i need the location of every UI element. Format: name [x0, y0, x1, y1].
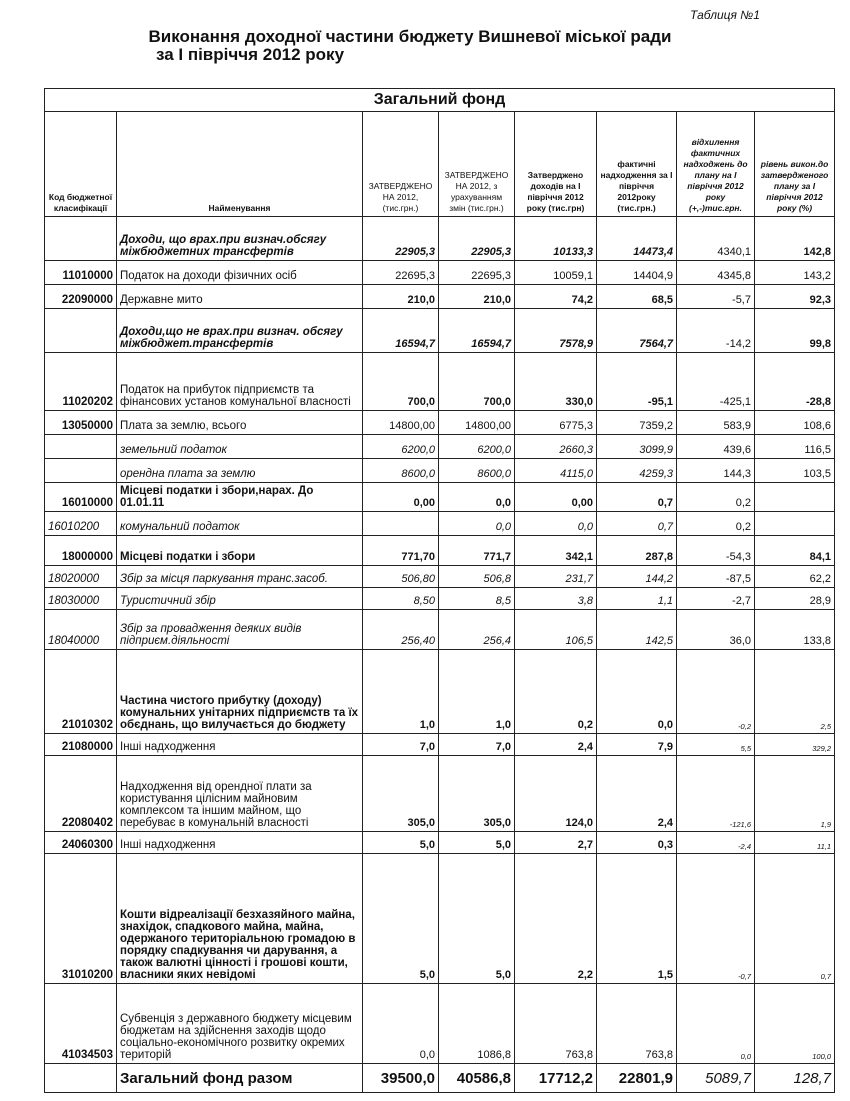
- approved-value: 22695,3: [363, 261, 439, 285]
- item-name-cell: Збір за провадження деяких видів підприєм.діяльності: [117, 610, 363, 650]
- actual-value: 14404,9: [597, 261, 677, 285]
- deviation-value: -87,5: [677, 566, 755, 588]
- deviation-value: -0,2: [677, 650, 755, 734]
- approved-half-value: 124,0: [515, 756, 597, 832]
- deviation-value: 0,2: [677, 483, 755, 512]
- table-row: [45, 650, 835, 734]
- actual-value: 3099,9: [597, 435, 677, 459]
- approved-half-value: 0,2: [515, 650, 597, 734]
- actual-value: 763,8: [597, 984, 677, 1064]
- table-number: Таблиця №1: [690, 8, 760, 22]
- level-value: 329,2: [755, 734, 835, 756]
- approved-value: 771,70: [363, 536, 439, 566]
- approved-half-value: 6775,3: [515, 411, 597, 435]
- total-row: [45, 1064, 835, 1093]
- approved-changes-value: 5,0: [439, 832, 515, 854]
- total-value: 40586,8: [439, 1064, 515, 1093]
- approved-value: 16594,7: [363, 309, 439, 353]
- item-name-cell: комунальний податок: [117, 512, 363, 536]
- budget-code-cell: 41034503: [45, 984, 117, 1064]
- approved-value: 256,40: [363, 610, 439, 650]
- budget-code-cell: 18030000: [45, 588, 117, 610]
- approved-half-value: 2,7: [515, 832, 597, 854]
- approved-value: 506,80: [363, 566, 439, 588]
- item-name-cell: Субвенція з державного бюджету місцевим бюджетам на здійснення заходів щодо соціально-економічного розвитку окремих територій: [117, 984, 363, 1064]
- actual-value: 68,5: [597, 285, 677, 309]
- item-name-cell: Збір за місця паркування транс.засоб.: [117, 566, 363, 588]
- table-row: [45, 261, 835, 285]
- table-row: [45, 411, 835, 435]
- approved-half-value: 330,0: [515, 353, 597, 411]
- budget-code-cell: 22080402: [45, 756, 117, 832]
- table-row: [45, 435, 835, 459]
- level-value: [755, 512, 835, 536]
- fund-header-row: [45, 89, 835, 112]
- level-value: [755, 483, 835, 512]
- level-value: 0,7: [755, 854, 835, 984]
- level-value: 116,5: [755, 435, 835, 459]
- item-name-cell: Державне мито: [117, 285, 363, 309]
- approved-value: 0,00: [363, 483, 439, 512]
- approved-half-value: 3,8: [515, 588, 597, 610]
- item-name-cell: Надходження від орендної плати за користування цілісним майновим комплексом та іншим майном, що перебуває в комунальній власності: [117, 756, 363, 832]
- budget-code-cell: 18000000: [45, 536, 117, 566]
- table-row: [45, 734, 835, 756]
- approved-half-value: 4115,0: [515, 459, 597, 483]
- deviation-value: 4340,1: [677, 217, 755, 261]
- budget-code-cell: 13050000: [45, 411, 117, 435]
- approved-half-value: 10133,3: [515, 217, 597, 261]
- total-code-cell: [45, 1064, 117, 1093]
- actual-value: 1,1: [597, 588, 677, 610]
- budget-code-cell: 11010000: [45, 261, 117, 285]
- approved-changes-value: 7,0: [439, 734, 515, 756]
- table-row: [45, 285, 835, 309]
- budget-code-cell: [45, 435, 117, 459]
- table-row: [45, 756, 835, 832]
- approved-changes-value: 1086,8: [439, 984, 515, 1064]
- actual-value: 2,4: [597, 756, 677, 832]
- approved-changes-value: 1,0: [439, 650, 515, 734]
- actual-value: 142,5: [597, 610, 677, 650]
- approved-value: 14800,00: [363, 411, 439, 435]
- level-value: 1,9: [755, 756, 835, 832]
- approved-value: [363, 512, 439, 536]
- approved-value: 8,50: [363, 588, 439, 610]
- col-header-name: Найменування: [117, 112, 363, 217]
- item-name-cell: Податок на доходи фізичних осіб: [117, 261, 363, 285]
- approved-changes-value: 506,8: [439, 566, 515, 588]
- actual-value: 14473,4: [597, 217, 677, 261]
- budget-code-cell: 18020000: [45, 566, 117, 588]
- budget-code-cell: 22090000: [45, 285, 117, 309]
- table-row: [45, 854, 835, 984]
- col-header-approved: ЗАТВЕРДЖЕНО НА 2012, (тис.грн.): [363, 112, 439, 217]
- approved-value: 5,0: [363, 832, 439, 854]
- approved-half-value: 2,2: [515, 854, 597, 984]
- approved-half-value: 74,2: [515, 285, 597, 309]
- col-header-approved-half: Затверджено доходів на І півріччя 2012 року (тис.грн): [515, 112, 597, 217]
- table-row: [45, 610, 835, 650]
- deviation-value: 583,9: [677, 411, 755, 435]
- approved-half-value: 106,5: [515, 610, 597, 650]
- approved-changes-value: 305,0: [439, 756, 515, 832]
- total-value: 22801,9: [597, 1064, 677, 1093]
- deviation-value: 0,2: [677, 512, 755, 536]
- approved-value: 0,0: [363, 984, 439, 1064]
- deviation-value: 4345,8: [677, 261, 755, 285]
- approved-changes-value: 8600,0: [439, 459, 515, 483]
- approved-half-value: 231,7: [515, 566, 597, 588]
- budget-code-cell: 11020202: [45, 353, 117, 411]
- approved-changes-value: 22695,3: [439, 261, 515, 285]
- total-value: 5089,7: [677, 1064, 755, 1093]
- approved-value: 210,0: [363, 285, 439, 309]
- table-row: [45, 217, 835, 261]
- column-header-row: [45, 112, 835, 217]
- level-value: 84,1: [755, 536, 835, 566]
- table-row: [45, 459, 835, 483]
- approved-half-value: 763,8: [515, 984, 597, 1064]
- actual-value: 0,3: [597, 832, 677, 854]
- budget-code-cell: 21080000: [45, 734, 117, 756]
- approved-changes-value: 5,0: [439, 854, 515, 984]
- total-value: 17712,2: [515, 1064, 597, 1093]
- deviation-value: -14,2: [677, 309, 755, 353]
- actual-value: -95,1: [597, 353, 677, 411]
- approved-half-value: 0,00: [515, 483, 597, 512]
- table-row: [45, 588, 835, 610]
- deviation-value: 144,3: [677, 459, 755, 483]
- table-row: [45, 984, 835, 1064]
- item-name-cell: Плата за землю, всього: [117, 411, 363, 435]
- deviation-value: 439,6: [677, 435, 755, 459]
- approved-changes-value: 210,0: [439, 285, 515, 309]
- table-row: [45, 309, 835, 353]
- level-value: 92,3: [755, 285, 835, 309]
- actual-value: 0,7: [597, 512, 677, 536]
- level-value: 62,2: [755, 566, 835, 588]
- actual-value: 0,0: [597, 650, 677, 734]
- deviation-value: 0,0: [677, 984, 755, 1064]
- deviation-value: -425,1: [677, 353, 755, 411]
- col-header-code: Код бюджетної класифікації: [45, 112, 117, 217]
- approved-value: 305,0: [363, 756, 439, 832]
- col-header-level: рівень викон.до затвердженого плану за І півріччя 2012 року (%): [755, 112, 835, 217]
- budget-code-cell: 16010200: [45, 512, 117, 536]
- item-name-cell: Інші надходження: [117, 734, 363, 756]
- budget-code-cell: 31010200: [45, 854, 117, 984]
- level-value: 142,8: [755, 217, 835, 261]
- actual-value: 7,9: [597, 734, 677, 756]
- budget-code-cell: 18040000: [45, 610, 117, 650]
- table-row: [45, 483, 835, 512]
- approved-half-value: 342,1: [515, 536, 597, 566]
- budget-code-cell: 21010302: [45, 650, 117, 734]
- item-name-cell: Доходи, що врах.при визнач.обсягу міжбюджетних трансфертів: [117, 217, 363, 261]
- approved-changes-value: 14800,00: [439, 411, 515, 435]
- page-title: Виконання доходної частини бюджету Вишневої міської ради: [148, 27, 672, 46]
- actual-value: 4259,3: [597, 459, 677, 483]
- approved-value: 700,0: [363, 353, 439, 411]
- approved-value: 7,0: [363, 734, 439, 756]
- approved-changes-value: 771,7: [439, 536, 515, 566]
- level-value: 100,0: [755, 984, 835, 1064]
- item-name-cell: Частина чистого прибутку (доходу) комунальних унітарних підприємств та їх обєднань, що вилучається до бюджету: [117, 650, 363, 734]
- budget-code-cell: 16010000: [45, 483, 117, 512]
- table-row: [45, 353, 835, 411]
- approved-changes-value: 0,0: [439, 512, 515, 536]
- approved-changes-value: 700,0: [439, 353, 515, 411]
- table-row: [45, 566, 835, 588]
- actual-value: 7359,2: [597, 411, 677, 435]
- level-value: 11,1: [755, 832, 835, 854]
- item-name-cell: Інші надходження: [117, 832, 363, 854]
- col-header-actual: фактичні надходження за І півріччя 2012року (тис.грн.): [597, 112, 677, 217]
- deviation-value: -121,6: [677, 756, 755, 832]
- budget-table: [44, 88, 835, 1093]
- approved-half-value: 0,0: [515, 512, 597, 536]
- total-value: 39500,0: [363, 1064, 439, 1093]
- item-name-cell: орендна плата за землю: [117, 459, 363, 483]
- item-name-cell: Кошти відреалізації безхазяйного майна, знахідок, спадкового майна, майна, одержаного територіальною громадою в порядку спадкування чи дарування, а також валютні цінності і грошові кошти, власники яких невідомі: [117, 854, 363, 984]
- approved-value: 1,0: [363, 650, 439, 734]
- actual-value: 144,2: [597, 566, 677, 588]
- budget-code-cell: [45, 309, 117, 353]
- approved-value: 8600,0: [363, 459, 439, 483]
- item-name-cell: Місцеві податки і збори,нарах. До 01.01.11: [117, 483, 363, 512]
- level-value: 108,6: [755, 411, 835, 435]
- total-value: 128,7: [755, 1064, 835, 1093]
- deviation-value: -2,7: [677, 588, 755, 610]
- budget-code-cell: [45, 459, 117, 483]
- level-value: 103,5: [755, 459, 835, 483]
- level-value: 28,9: [755, 588, 835, 610]
- fund-header: Загальний фонд: [45, 89, 835, 112]
- item-name-cell: земельний податок: [117, 435, 363, 459]
- col-header-approved-changes: ЗАТВЕРДЖЕНО НА 2012, з урахуванням змін (тис.грн.): [439, 112, 515, 217]
- deviation-value: -0,7: [677, 854, 755, 984]
- actual-value: 1,5: [597, 854, 677, 984]
- approved-half-value: 2,4: [515, 734, 597, 756]
- item-name-cell: Місцеві податки і збори: [117, 536, 363, 566]
- level-value: 99,8: [755, 309, 835, 353]
- budget-code-cell: [45, 217, 117, 261]
- approved-changes-value: 8,5: [439, 588, 515, 610]
- approved-changes-value: 0,0: [439, 483, 515, 512]
- deviation-value: 36,0: [677, 610, 755, 650]
- level-value: 133,8: [755, 610, 835, 650]
- item-name-cell: Туристичний збір: [117, 588, 363, 610]
- table-row: [45, 512, 835, 536]
- table-row: [45, 536, 835, 566]
- approved-changes-value: 6200,0: [439, 435, 515, 459]
- deviation-value: 5,5: [677, 734, 755, 756]
- level-value: 143,2: [755, 261, 835, 285]
- approved-half-value: 2660,3: [515, 435, 597, 459]
- approved-changes-value: 256,4: [439, 610, 515, 650]
- deviation-value: -5,7: [677, 285, 755, 309]
- actual-value: 287,8: [597, 536, 677, 566]
- table-row: [45, 832, 835, 854]
- actual-value: 0,7: [597, 483, 677, 512]
- item-name-cell: Доходи,що не врах.при визнач. обсягу міжбюджет.трансфертів: [117, 309, 363, 353]
- approved-value: 6200,0: [363, 435, 439, 459]
- item-name-cell: Податок на прибуток підприємств та фінансових установ комунальної власності: [117, 353, 363, 411]
- approved-value: 5,0: [363, 854, 439, 984]
- approved-half-value: 10059,1: [515, 261, 597, 285]
- level-value: -28,8: [755, 353, 835, 411]
- approved-value: 22905,3: [363, 217, 439, 261]
- approved-half-value: 7578,9: [515, 309, 597, 353]
- col-header-deviation: відхилення фактичних надходжень до плану на І півріччя 2012 року (+,-)тис.грн.: [677, 112, 755, 217]
- level-value: 2,5: [755, 650, 835, 734]
- budget-code-cell: 24060300: [45, 832, 117, 854]
- total-label: Загальний фонд разом: [117, 1064, 363, 1093]
- deviation-value: -2,4: [677, 832, 755, 854]
- page-subtitle: за І півріччя 2012 року: [155, 45, 345, 64]
- actual-value: 7564,7: [597, 309, 677, 353]
- deviation-value: -54,3: [677, 536, 755, 566]
- approved-changes-value: 22905,3: [439, 217, 515, 261]
- approved-changes-value: 16594,7: [439, 309, 515, 353]
